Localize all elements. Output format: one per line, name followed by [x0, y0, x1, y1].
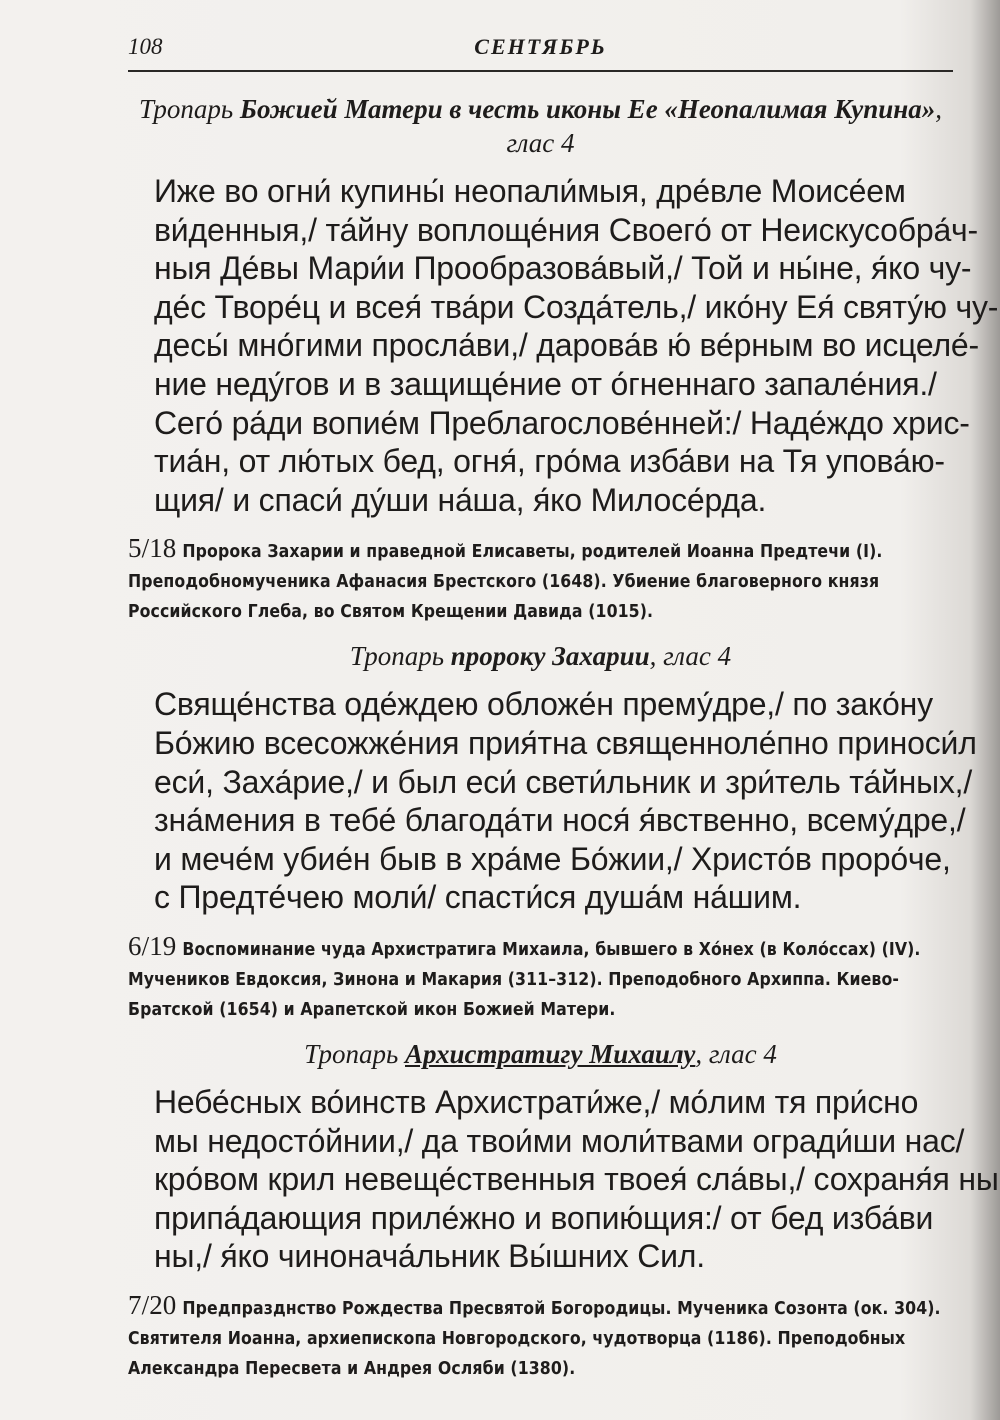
heading-tone: , глас 4	[695, 1038, 777, 1069]
troparion-text-2	[128, 685, 977, 917]
page-header	[128, 30, 953, 72]
heading-prefix: Тропарь	[349, 641, 451, 672]
calendar-entry-1	[128, 533, 953, 627]
entry-text: Предпразднство Рождества Пресвятой Богородицы. Мученика Созонта (ок. 304). Святителя Иоанна, архиепископа Новгородского, чудотворца (1186). Преподобных Александра Пересвета и Андрея Осляби (1380).	[128, 1298, 941, 1379]
text-line: тиа́н, от лю́тых бед, огня́, гро́ма изба́ви на Тя упова́ю-	[154, 443, 945, 480]
entry-text: Воспоминание чуда Архистратига Михаила, бывшего в Хо́нех (в Коло́ссах) (IV). Мучеников Евдоксия, Зинона и Макария (311–312). Преподобного Архиппа. Киево-Братской (1654) и Арапетской икон Божией Матери.	[128, 939, 921, 1020]
entry-text: Пророка Захарии и праведной Елисаветы, родителей Иоанна Предтечи (I). Преподобномученика Афанасия Брестского (1648). Убиение благоверного князя Российского Глеба, во Святом Крещении Давида (1015).	[128, 542, 883, 623]
troparion-heading-1	[128, 92, 953, 160]
text-line: де́с Творе́ц и всея́ тва́ри Созда́тель,/ ико́ну Ея́ святу́ю чу-	[154, 288, 999, 325]
text-line: ны,/ я́ко чинонача́льник Вы́шних Сил.	[154, 1238, 705, 1275]
text-line: ние неду́гов и в защище́ние от о́гненнаго запале́ния./	[154, 365, 937, 402]
entry-date: 7/20	[128, 1289, 177, 1320]
text-line: Свяще́нства оде́ждею обложе́н прему́дре,/ по зако́ну	[154, 686, 933, 723]
heading-tone: , глас 4	[506, 94, 943, 158]
heading-prefix: Тропарь	[304, 1038, 405, 1069]
page-number: 108	[128, 34, 163, 59]
entry-date: 6/19	[128, 930, 177, 961]
heading-title: Архистратигу Михаилу	[405, 1038, 696, 1069]
troparion-heading-2	[128, 639, 953, 673]
troparion-text-1	[128, 172, 999, 519]
heading-prefix: Тропарь	[138, 94, 240, 124]
calendar-entry-2	[128, 931, 953, 1025]
text-line: и мече́м убие́н быв в хра́ме Бо́жии,/ Христо́в проро́че,	[154, 840, 951, 877]
text-line: зна́мения в тебе́ благода́ти нося́ я́вственно, всему́дре,/	[154, 802, 966, 839]
text-line: еси́, Заха́рие,/ и был еси́ свети́льник и зри́тель та́йных,/	[154, 763, 973, 800]
heading-tone: , глас 4	[649, 641, 732, 672]
text-line: мы недосто́йнии,/ да твои́ми моли́твами огради́ши нас/	[154, 1122, 965, 1159]
troparion-text-3	[128, 1083, 999, 1276]
running-title: СЕНТЯБРЬ	[474, 34, 607, 59]
text-line: ныя Де́вы Мари́и Прообразова́вый,/ Той и ны́не, я́ко чу-	[154, 250, 972, 287]
page-content	[128, 92, 999, 1396]
text-line: Иже во огни́ купины́ неопали́мыя, дре́вле Моисе́ем	[154, 173, 906, 209]
text-line: кро́вом крил невеще́ственныя твоея́ сла́вы,/ сохраня́я ны	[154, 1161, 999, 1198]
calendar-entry-3	[128, 1290, 953, 1384]
text-line: припа́дающия приле́жно и вопию́щия:/ от бед изба́ви	[154, 1199, 934, 1236]
text-line: щия/ и спаси́ ду́ши на́ша, я́ко Милосе́рда.	[154, 481, 767, 518]
text-line: ви́денныя,/ та́йну воплоще́ния Своего́ от Неискусобра́ч-	[154, 211, 978, 248]
text-line: Небе́сных во́инств Архистрати́же,/ мо́лим тя при́сно	[154, 1083, 919, 1120]
heading-title: Божией Матери в честь иконы Ее «Неопалимая Купина»	[239, 94, 936, 124]
text-line: десы́ мно́гими просла́ви,/ дарова́в ю́ ве́рным во исцеле́-	[154, 327, 979, 364]
text-line: Бо́жию всесожже́ния прия́тна священноле́пно приноси́л	[154, 724, 977, 761]
text-line: Сего́ ра́ди вопие́м Преблагослове́нней:/ Наде́ждо хрис-	[154, 404, 970, 441]
heading-title: пророку Захарии	[450, 641, 650, 672]
entry-date: 5/18	[128, 533, 177, 564]
troparion-heading-3	[128, 1037, 953, 1071]
text-line: с Предте́чею моли́/ спасти́ся душа́м на́шим.	[154, 879, 802, 916]
